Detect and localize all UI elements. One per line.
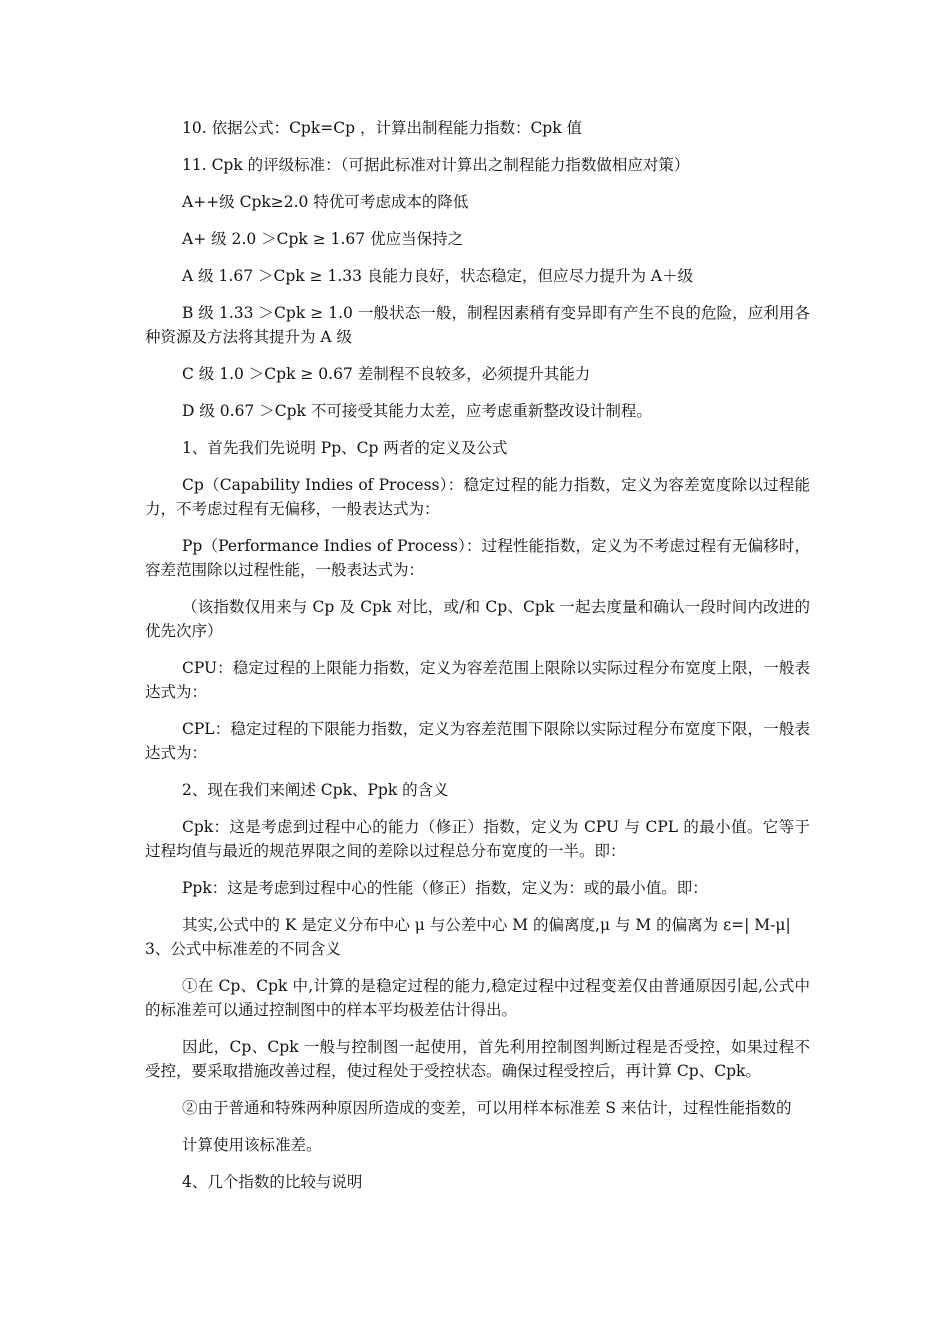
paragraph: A 级 1.67 ＞Cpk ≥ 1.33 良能力良好，状态稳定，但应尽力提升为 A＋级 xyxy=(182,267,694,285)
paragraph: 11. Cpk 的评级标准：（可据此标准对计算出之制程能力指数做相应对策） xyxy=(182,156,690,174)
paragraph: （该指数仅用来与 Cp 及 Cpk 对比，或/和 Cp、Cpk 一起去度量和确认一段时间内改进的优先次序） xyxy=(145,598,810,640)
paragraph: A++级 Cpk≥2.0 特优可考虑成本的降低 xyxy=(182,193,469,211)
paragraph: CPL：稳定过程的下限能力指数，定义为容差范围下限除以实际过程分布宽度下限，一般表达式为： xyxy=(145,720,810,762)
paragraph: Pp（Performance Indies of Process）：过程性能指数，定义为不考虑过程有无偏移时，容差范围除以过程性能，一般表达式为： xyxy=(145,537,810,579)
paragraph: D 级 0.67 ＞Cpk 不可接受其能力太差，应考虑重新整改设计制程。 xyxy=(182,402,652,420)
section-heading: 4、几个指数的比较与说明 xyxy=(182,1173,363,1191)
paragraph: Cpk：这是考虑到过程中心的能力（修正）指数，定义为 CPU 与 CPL 的最小值。它等于过程均值与最近的规范界限之间的差除以过程总分布宽度的一半。即： xyxy=(145,818,810,860)
paragraph: B 级 1.33 ＞Cpk ≥ 1.0 一般状态一般，制程因素稍有变异即有产生不良的危险，应利用各种资源及方法将其提升为 A 级 xyxy=(145,304,810,346)
paragraph: A+ 级 2.0 ＞Cpk ≥ 1.67 优应当保持之 xyxy=(182,230,464,248)
paragraph: Cp（Capability Indies of Process）：稳定过程的能力指数，定义为容差宽度除以过程能力，不考虑过程有无偏移，一般表达式为： xyxy=(145,476,810,518)
paragraph: Ppk：这是考虑到过程中心的性能（修正）指数，定义为：或的最小值。即： xyxy=(182,879,708,897)
paragraph: 其实,公式中的 K 是定义分布中心 μ 与公差中心 M 的偏离度,μ 与 M 的偏离为 ε=| M-μ| xyxy=(182,916,791,934)
paragraph: ①在 Cp、Cpk 中,计算的是稳定过程的能力,稳定过程中过程变差仅由普通原因引起,公式中的标准差可以通过控制图中的样本平均极差估计得出。 xyxy=(145,977,810,1019)
paragraph: 2、现在我们来阐述 Cpk、Ppk 的含义 xyxy=(182,781,449,799)
paragraph: 因此，Cp、Cpk 一般与控制图一起使用，首先利用控制图判断过程是否受控，如果过程不受控，要采取措施改善过程，使过程处于受控状态。确保过程受控后，再计算 Cp、Cpk。 xyxy=(145,1038,810,1080)
paragraph: 计算使用该标准差。 xyxy=(182,1136,322,1154)
paragraph: C 级 1.0 ＞Cpk ≥ 0.67 差制程不良较多，必须提升其能力 xyxy=(182,365,591,383)
document-body xyxy=(145,116,810,1194)
paragraph: 1、首先我们先说明 Pp、Cp 两者的定义及公式 xyxy=(182,439,508,457)
section-heading: 3、公式中标准差的不同含义 xyxy=(145,940,341,958)
paragraph: 10. 依据公式：Cpk=Cp ，计算出制程能力指数：Cpk 值 xyxy=(182,119,583,137)
paragraph: CPU：稳定过程的上限能力指数，定义为容差范围上限除以实际过程分布宽度上限，一般表达式为： xyxy=(145,659,810,701)
paragraph: ②由于普通和特殊两种原因所造成的变差，可以用样本标准差 S 来估计，过程性能指数的 xyxy=(182,1099,792,1117)
